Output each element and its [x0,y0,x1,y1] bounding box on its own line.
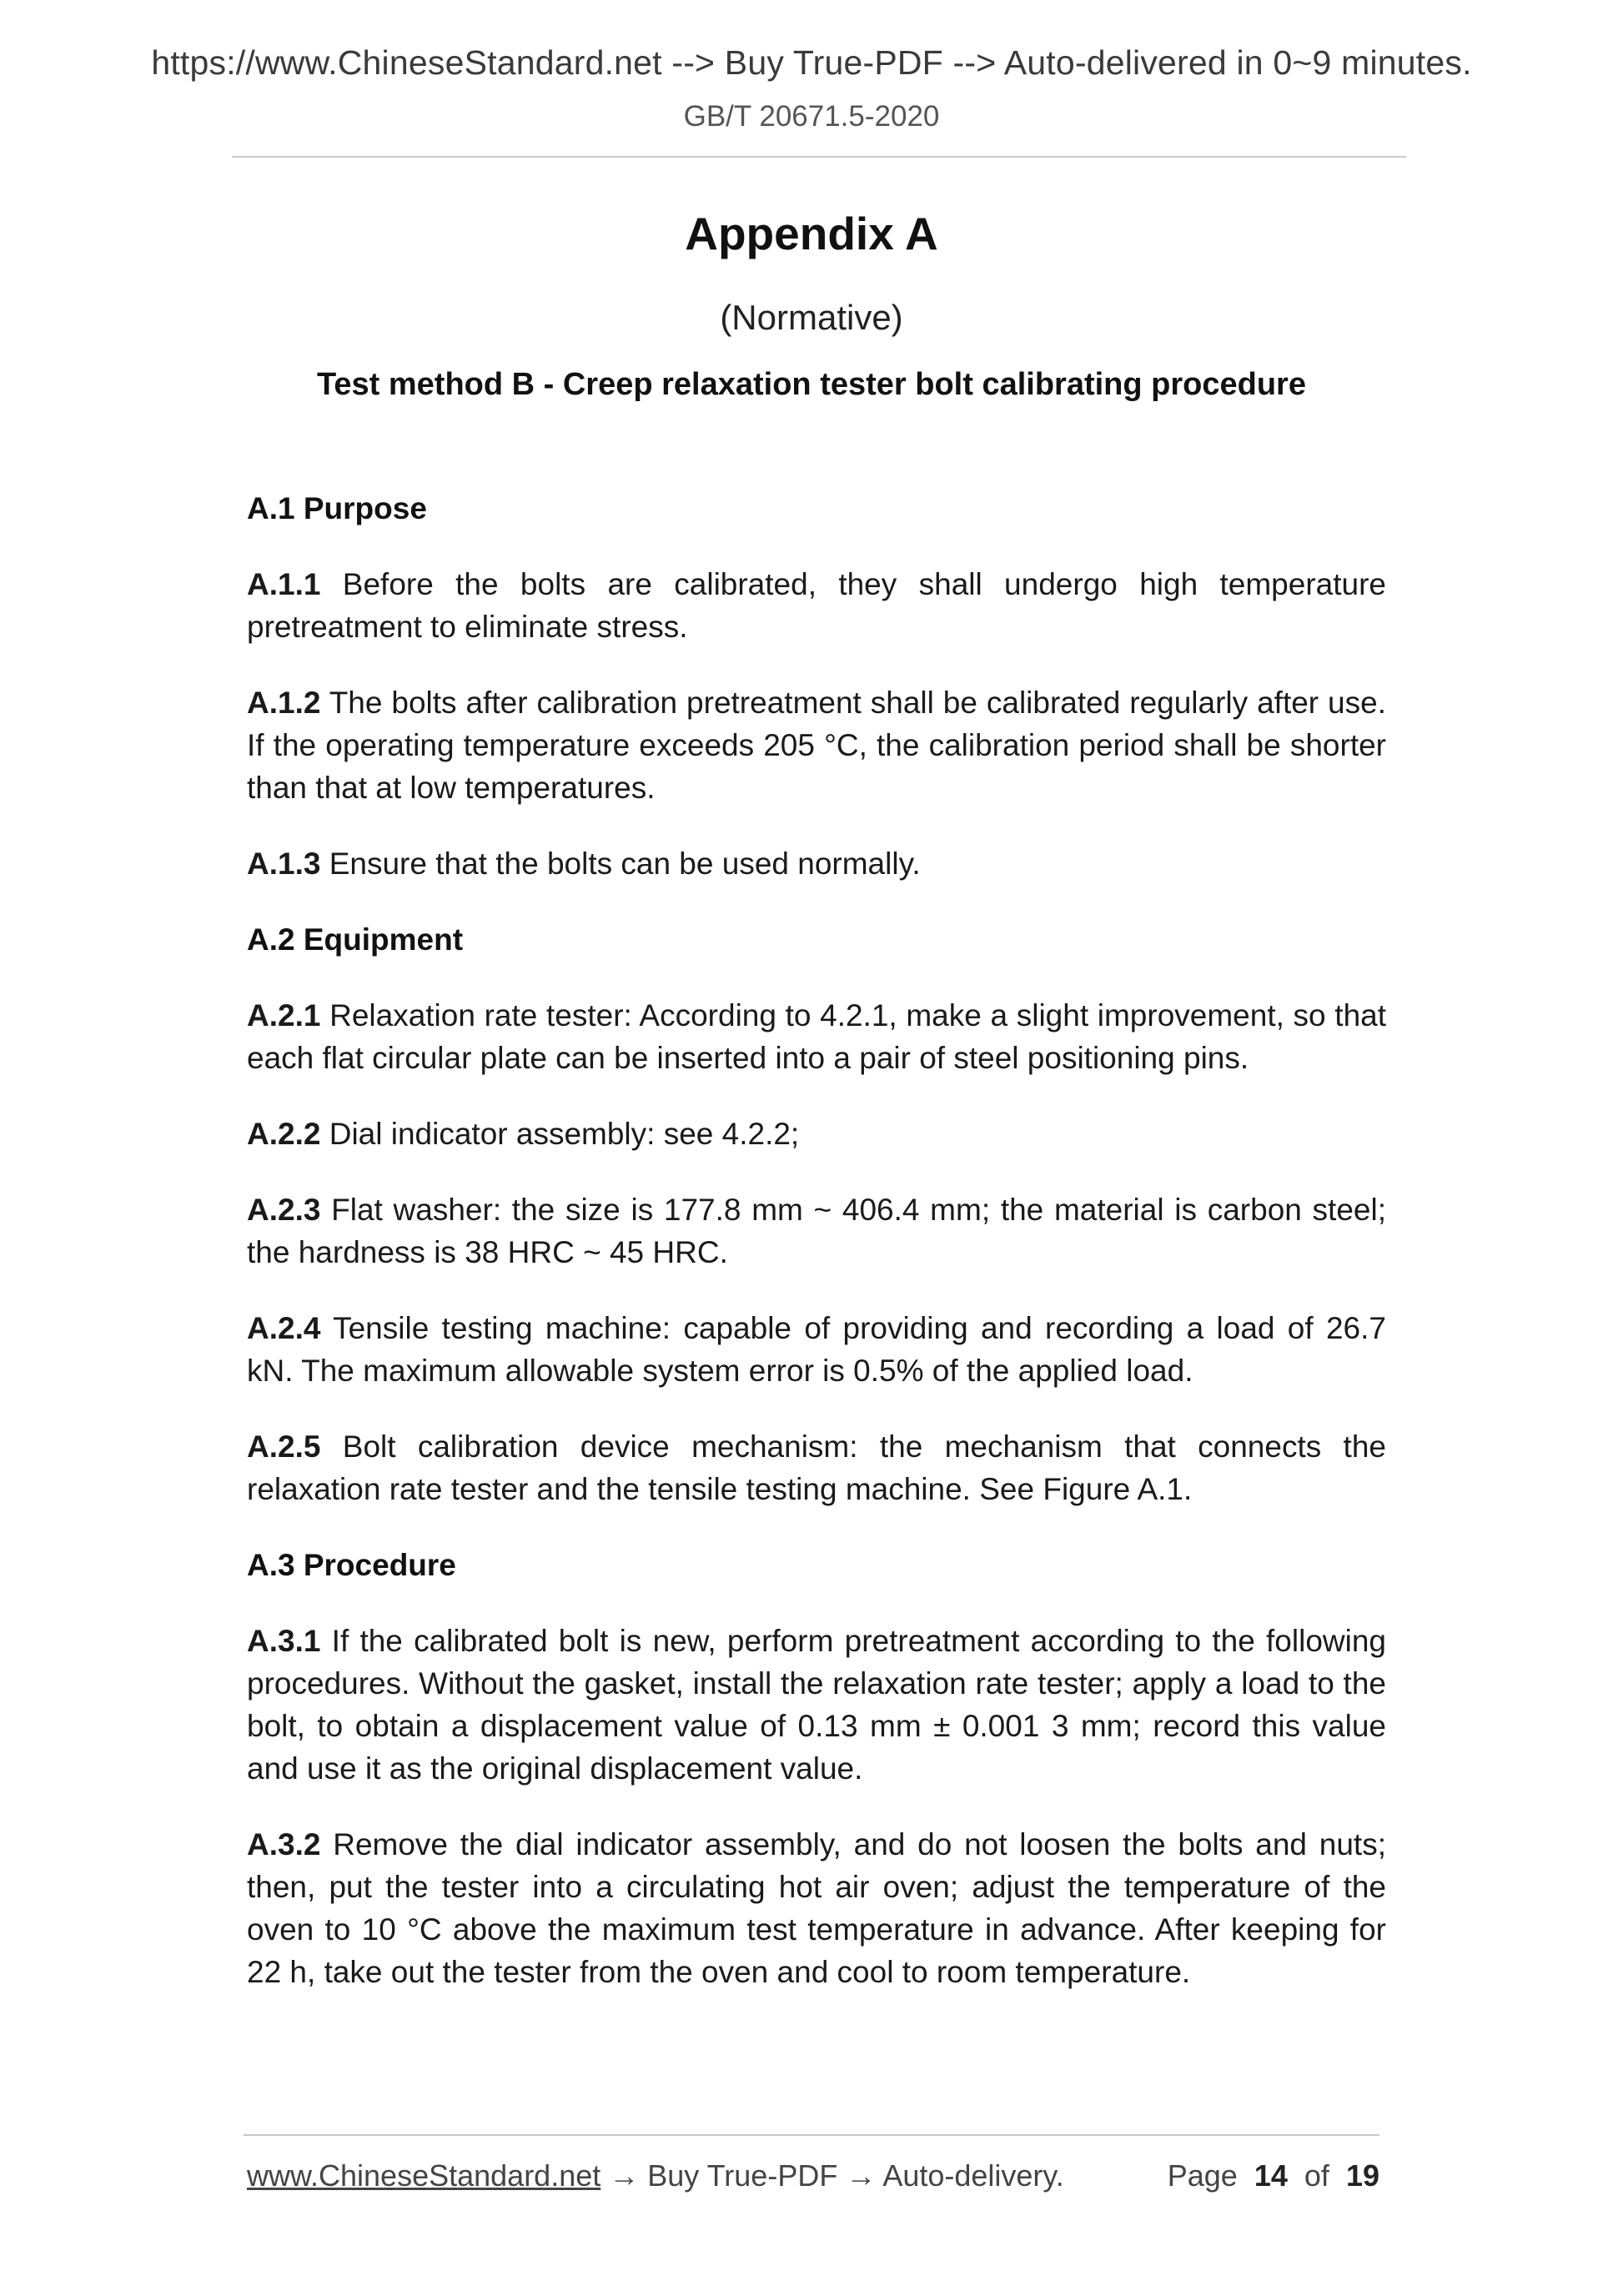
clause-number: A.1.3 [247,847,321,881]
clause-text: If the calibrated bolt is new, perform pretreatment according to the following procedures. Without the gasket, install the relaxation rate tester; apply a load to the bolt, to obtain a displacement value of 0.13 mm ± 0.001 3 mm; record this value and use it as the original displacement value. [247,1624,1386,1786]
page-label: Page [1167,2158,1238,2193]
clause-number: A.2.2 [247,1117,321,1151]
clause-number: A.2.1 [247,998,321,1032]
clause-number: A.2.4 [247,1311,321,1345]
clause-text: Flat washer: the size is 177.8 mm ~ 406.4 mm; the material is carbon steel; the hardness is 38 HRC ~ 45 HRC. [247,1193,1386,1269]
clause-text: Remove the dial indicator assembly, and do not loosen the bolts and nuts; then, put the tester into a circulating hot air oven; adjust the temperature of the oven to 10 °C above the maximum test temperature in advance. After keeping for 22 h, take out the tester from the oven and cool to room temperature. [247,1827,1386,1989]
page-number: 14 [1254,2158,1288,2193]
document-body [247,487,1386,1993]
clause-number: A.2.3 [247,1193,321,1227]
clause-number: A.1.1 [247,567,321,601]
total-pages: 19 [1345,2158,1379,2193]
footer-tagline: → Buy True-PDF → Auto-delivery. [600,2158,1064,2193]
clause-a3-1 [247,1620,1386,1790]
clause-text: Dial indicator assembly: see 4.2.2; [320,1117,800,1151]
clause-text: Before the bolts are calibrated, they shall undergo high temperature pretreatment to eliminate stress. [247,567,1386,644]
clause-text: The bolts after calibration pretreatment shall be calibrated regularly after use. If the operating temperature exceeds 205 °C, the calibration period shall be shorter than that at low temperatures. [247,686,1386,805]
of-label: of [1304,2158,1329,2193]
top-banner[interactable]: https://www.ChineseStandard.net --> Buy True-PDF --> Auto-delivered in 0~9 minutes. [151,43,1472,82]
clause-a1-3 [247,842,1386,885]
section-heading-a1: A.1 Purpose [247,491,427,525]
clause-number: A.3.1 [247,1624,321,1658]
clause-number: A.2.5 [247,1429,321,1464]
clause-a3-2 [247,1823,1386,1993]
page-footer [247,2158,1379,2193]
appendix-title: Appendix A [685,208,938,259]
clause-a2-2 [247,1113,1386,1155]
clause-a1-2 [247,681,1386,809]
standard-code: GB/T 20671.5-2020 [683,100,940,133]
page-indicator [1168,2158,1379,2193]
clause-a2-3 [247,1188,1386,1274]
footer-site-link[interactable]: www.ChineseStandard.net [247,2158,601,2193]
appendix-subtitle: Test method B - Creep relaxation tester bolt calibrating procedure [317,367,1306,402]
appendix-type: (Normative) [720,298,903,337]
clause-text: Tensile testing machine: capable of providing and recording a load of 26.7 kN. The maximum allowable system error is 0.5% of the applied load. [247,1311,1386,1388]
clause-a2-4 [247,1307,1386,1392]
clause-text: Ensure that the bolts can be used normally. [320,847,921,881]
clause-number: A.3.2 [247,1827,321,1861]
section-heading-a3: A.3 Procedure [247,1548,456,1582]
clause-text: Bolt calibration device mechanism: the mechanism that connects the relaxation rate tester and the tensile testing machine. See Figure A.1. [247,1429,1386,1506]
clause-a2-1 [247,994,1386,1079]
clause-a2-5 [247,1425,1386,1510]
clause-text: Relaxation rate tester: According to 4.2.1, make a slight improvement, so that each flat circular plate can be inserted into a pair of steel positioning pins. [247,998,1386,1075]
clause-number: A.1.2 [247,686,321,720]
footer-divider [244,2134,1379,2136]
clause-a1-1 [247,563,1386,648]
header-divider [232,156,1406,158]
section-heading-a2: A.2 Equipment [247,922,464,957]
